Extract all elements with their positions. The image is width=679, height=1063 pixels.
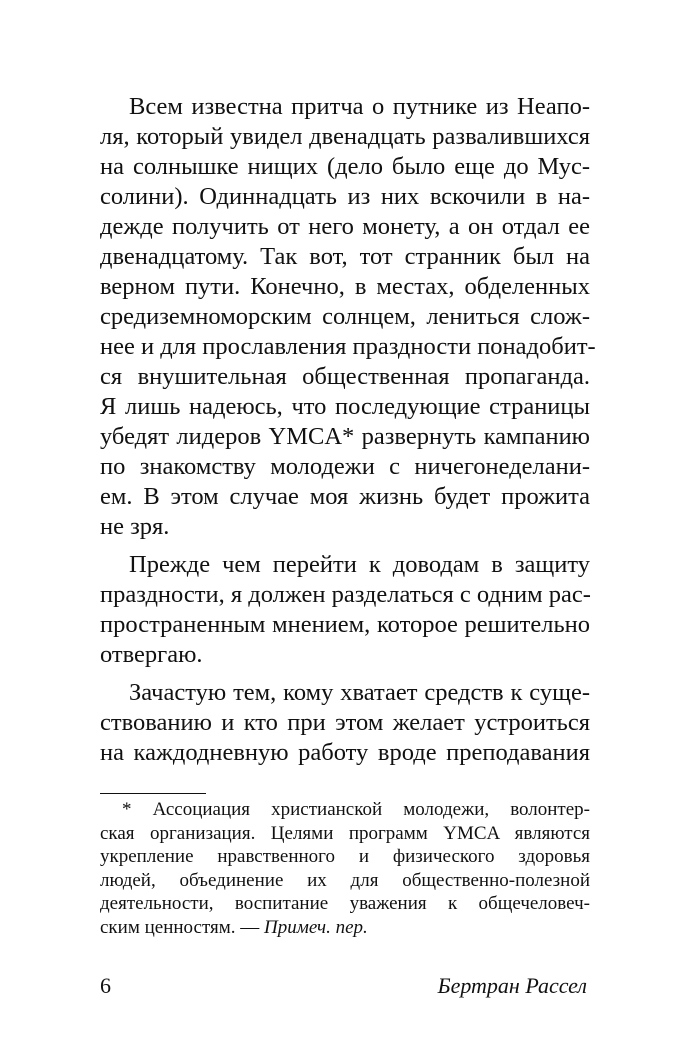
translator-note: Примеч. пер. xyxy=(264,916,368,938)
footnote-line: укрепление нравственного и физического здоровья xyxy=(100,846,590,867)
text-line: средиземноморским солнцем, лениться слож- xyxy=(100,303,590,330)
footnote-line: * Ассоциация христианской молодежи, волонтер- xyxy=(122,799,590,820)
text-line: нее и для прославления праздности понадобит- xyxy=(100,333,596,360)
running-author: Бертран Рассел xyxy=(437,973,587,998)
text-line: дежде получить от него монету, а он отдал ее xyxy=(100,213,590,240)
page-number: 6 xyxy=(100,973,111,998)
text-line: верном пути. Конечно, в местах, обделенных xyxy=(100,273,590,300)
text-line: солини). Одиннадцать из них вскочили в на- xyxy=(100,183,590,210)
text-line: Зачастую тем, кому хватает средств к суще- xyxy=(129,679,590,706)
text-line: по знакомству молодежи с ничегонеделани- xyxy=(100,453,590,480)
text-line: ем. В этом случае моя жизнь будет прожита xyxy=(100,483,590,510)
text-line: ся внушительная общественная пропаганда. xyxy=(100,363,590,390)
text-line: Я лишь надеюсь, что последующие страницы xyxy=(100,393,590,420)
text-line: Прежде чем перейти к доводам в защиту xyxy=(129,551,590,578)
footnote-divider xyxy=(100,793,206,794)
footnote-last-line xyxy=(100,916,590,940)
text-line: ля, который увидел двенадцать развалившихся xyxy=(100,123,590,150)
text-line: праздности, я должен разделаться с одним рас- xyxy=(100,581,591,608)
footnote-line: ская организация. Целями программ YMCA являются xyxy=(100,822,590,844)
footnote-line: людей, объединение их для общественно-полезной xyxy=(100,869,590,891)
text-line: на каждодневную работу вроде преподавания xyxy=(100,739,590,766)
text-line: ствованию и кто при этом желает устроиться xyxy=(100,709,590,736)
text-line: пространенным мнением, которое решительно xyxy=(100,611,590,638)
footnote-line: деятельности, воспитание уважения к общечеловеч- xyxy=(100,893,590,914)
text-line: убедят лидеров YMCA* развернуть кампанию xyxy=(100,423,590,450)
text-line: не зря. xyxy=(100,513,170,540)
paragraph xyxy=(100,92,596,542)
paragraph xyxy=(100,678,590,768)
footnote-line-text: ским ценностям. — xyxy=(100,916,265,938)
paragraph xyxy=(100,550,590,670)
paragraph-gap xyxy=(100,542,590,550)
text-line: двенадцатому. Так вот, тот странник был на xyxy=(100,243,590,270)
text-line: отвергаю. xyxy=(100,641,203,668)
footnote xyxy=(100,798,590,939)
text-line: на солнышке нищих (дело было еще до Мус- xyxy=(100,153,590,180)
paragraph-gap xyxy=(100,670,590,678)
main-text xyxy=(100,92,596,768)
text-line: Всем известна притча о путнике из Неапо- xyxy=(129,93,590,120)
